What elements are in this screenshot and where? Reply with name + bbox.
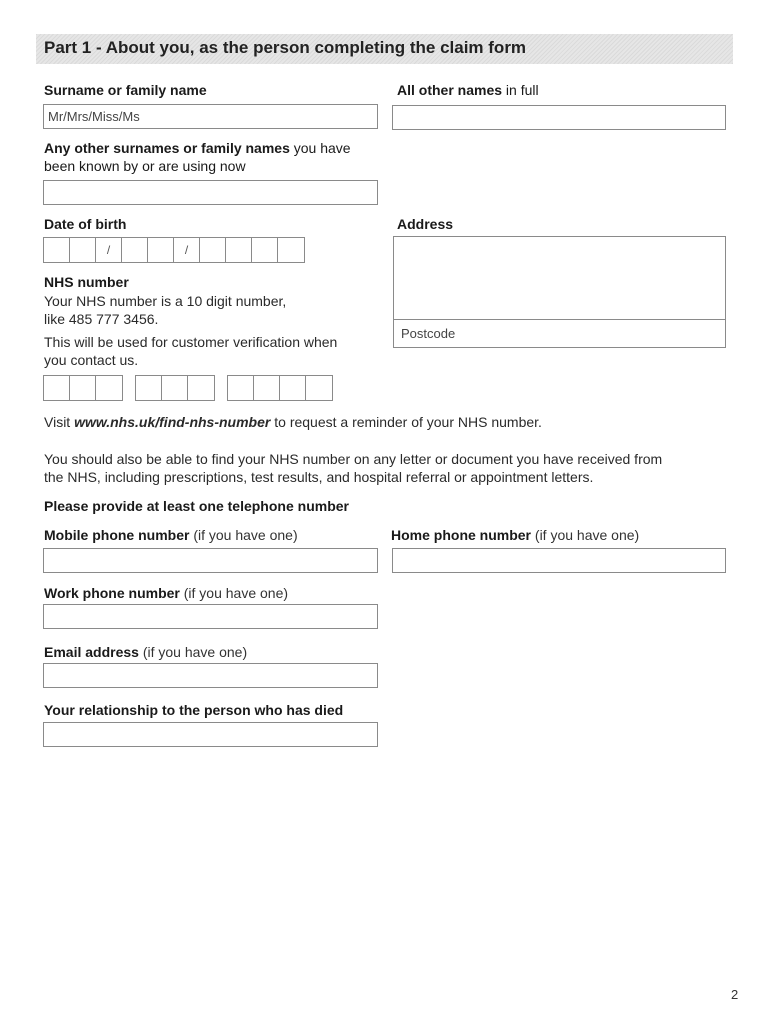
phone-note: Please provide at least one telephone number [44,498,349,514]
dob-cell[interactable] [252,238,278,262]
section-header [36,34,733,64]
nhs-number-group-2[interactable] [135,375,215,401]
work-field[interactable] [43,604,378,629]
postcode-field[interactable]: Postcode [401,326,456,341]
mobile-label: Mobile phone number (if you have one) [44,527,298,543]
nhs-digit-cell[interactable] [228,376,254,400]
dob-label: Date of birth [44,216,127,232]
address-label: Address [397,216,454,232]
surname-label: Surname or family name [44,82,207,98]
other-surnames-field[interactable] [43,180,378,205]
nhs-visit-text: Visit www.nhs.uk/find-nhs-number to request a reminder of your NHS number. [44,414,542,430]
nhs-number-group-3[interactable] [227,375,333,401]
nhs-digit-cell[interactable] [280,376,306,400]
nhs-help-line1: Your NHS number is a 10 digit number, [44,293,287,309]
nhs-find-line2: the NHS, including prescriptions, test results, and hospital referral or appointment letters. [44,469,594,485]
nhs-label: NHS number [44,274,129,290]
dob-separator: / [96,238,122,262]
dob-field[interactable] [43,237,305,263]
nhs-find-line1: You should also be able to find your NHS number on any letter or document you have received from [44,451,663,467]
nhs-digit-cell[interactable] [96,376,122,400]
nhs-digit-cell[interactable] [188,376,214,400]
dob-separator: / [174,238,200,262]
nhs-help-line2: like 485 777 3456. [44,311,159,327]
email-label: Email address (if you have one) [44,644,248,660]
surname-field[interactable] [43,104,378,129]
nhs-number-group-1[interactable] [43,375,123,401]
nhs-digit-cell[interactable] [44,376,70,400]
nhs-digit-cell[interactable] [162,376,188,400]
dob-cell[interactable] [148,238,174,262]
address-divider [394,319,725,320]
relationship-field[interactable] [43,722,378,747]
dob-cell[interactable] [122,238,148,262]
mobile-field[interactable] [43,548,378,573]
nhs-digit-cell[interactable] [306,376,332,400]
work-label: Work phone number (if you have one) [44,585,289,601]
home-label: Home phone number (if you have one) [391,527,640,543]
dob-cell[interactable] [200,238,226,262]
dob-cell[interactable] [44,238,70,262]
nhs-digit-cell[interactable] [254,376,280,400]
nhs-digit-cell[interactable] [70,376,96,400]
section-title: Part 1 - About you, as the person completing the claim form [44,38,527,57]
other-names-label: All other names in full [397,82,539,98]
nhs-digit-cell[interactable] [136,376,162,400]
dob-cell[interactable] [70,238,96,262]
nhs-help-line4: you contact us. [44,352,139,368]
relationship-label: Your relationship to the person who has died [44,702,344,718]
other-surnames-label: Any other surnames or family names you have [44,140,351,156]
dob-cell[interactable] [226,238,252,262]
home-field[interactable] [392,548,726,573]
nhs-link[interactable]: www.nhs.uk/find-nhs-number [74,414,271,430]
other-surnames-label-line2: been known by or are using now [44,158,246,174]
page-number: 2 [731,987,739,1002]
address-field[interactable] [393,236,726,348]
email-field[interactable] [43,663,378,688]
dob-cell[interactable] [278,238,304,262]
other-names-field[interactable] [392,105,726,130]
nhs-help-line3: This will be used for customer verification when [44,334,338,350]
